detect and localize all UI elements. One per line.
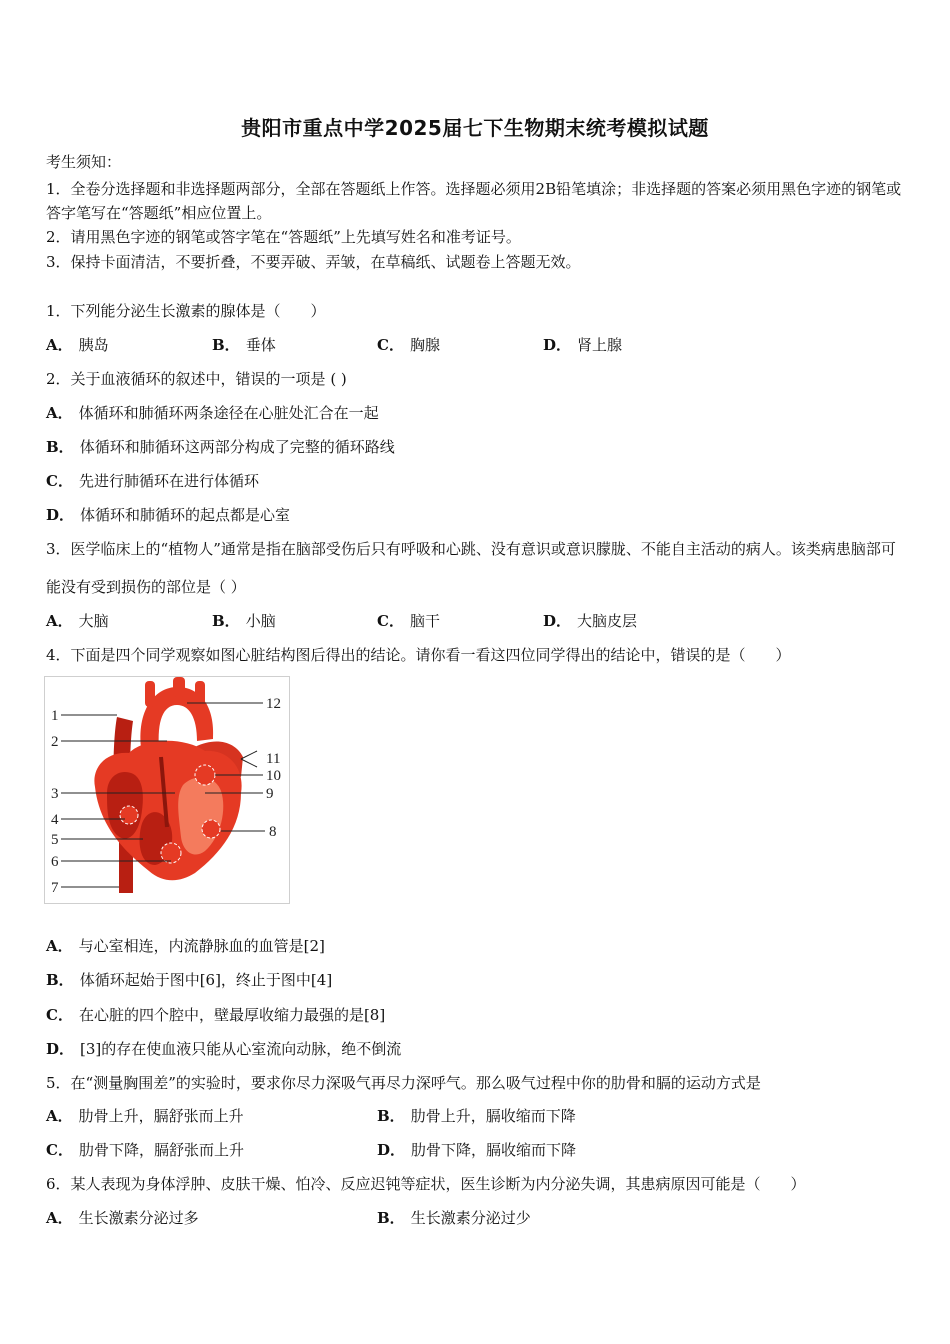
figure-label-2: 2 [51,734,59,750]
left-ventricle-marker-shape [202,820,220,838]
figure-label-11: 11 [266,751,281,767]
question-1-stem: 1．下列能分泌生长激素的腺体是（ ） [46,302,326,320]
notice-item-1: 1．全卷分选择题和非选择题两部分，全部在答题纸上作答。选择题必须用2B铅笔填涂；非选择题的答案必须用黑色字迹的钢笔或答字笔写在“答题纸”相应位置上。 [46,180,902,222]
question-3-option-d[interactable]: D． 大脑皮层 [543,612,638,630]
question-1-option-b[interactable]: B． 垂体 [212,336,276,354]
question-1-option-a[interactable]: A． 胰岛 [46,336,109,354]
figure-label-8: 8 [269,824,277,840]
question-5-option-a[interactable]: A． 肋骨上升，膈舒张而上升 [46,1107,244,1125]
question-5-option-b[interactable]: B． 肋骨上升，膈收缩而下降 [377,1107,576,1125]
question-2-option-b[interactable]: B． 体循环和肺循环这两部分构成了完整的循环路线 [46,438,395,456]
question-2-stem: 2．关于血液循环的叙述中，错误的一项是 ( ) [46,370,347,388]
page-title: 贵阳市重点中学2025届七下生物期末统考模拟试题 [241,116,709,140]
notice-item-3: 3．保持卡面清洁，不要折叠，不要弄破、弄皱，在草稿纸、试题卷上答题无效。 [46,253,581,271]
question-4-option-d[interactable]: D． [3]的存在使血液只能从心室流向动脉，绝不倒流 [46,1040,402,1058]
artery-branch-shape [195,681,205,705]
question-5-option-c[interactable]: C． 肋骨下降，膈舒张而上升 [46,1141,244,1159]
question-6-option-a[interactable]: A． 生长激素分泌过多 [46,1209,199,1227]
notice-item-2: 2．请用黑色字迹的钢笔或答字笔在“答题纸”上先填写姓名和准考证号。 [46,228,521,246]
figure-label-3: 3 [51,786,59,802]
question-3-option-c[interactable]: C． 脑干 [377,612,440,630]
right-ventricle-marker-shape [161,843,181,863]
figure-label-12: 12 [266,696,281,712]
question-5-option-d[interactable]: D． 肋骨下降，膈收缩而下降 [377,1141,577,1159]
figure-label-9: 9 [266,786,274,802]
question-4-option-c[interactable]: C． 在心脏的四个腔中，壁最厚收缩力最强的是[8] [46,1006,386,1024]
question-1-option-c[interactable]: C． 胸腺 [377,336,440,354]
figure-label-10: 10 [266,768,281,784]
figure-label-5: 5 [51,832,59,848]
question-3-option-a[interactable]: A． 大脑 [46,612,109,630]
question-4-option-b[interactable]: B． 体循环起始于图中[6]，终止于图中[4] [46,971,333,989]
question-4-stem: 4．下面是四个同学观察如图心脏结构图后得出的结论。请你看一看这四位同学得出的结论中，错误的是（ ） [46,646,791,664]
question-2-option-d[interactable]: D． 体循环和肺循环的起点都是心室 [46,506,291,524]
question-5-stem: 5．在“测量胸围差”的实验时，要求你尽力深吸气再尽力深呼气。那么吸气过程中你的肋骨和膈的运动方式是 [46,1074,761,1092]
figure-label-7: 7 [51,880,59,896]
question-2-option-c[interactable]: C． 先进行肺循环在进行体循环 [46,472,259,490]
question-3-stem: 3．医学临床上的“植物人”通常是指在脑部受伤后只有呼吸和心跳、没有意识或意识朦胧、不能自主活动的病人。该类病患脑部可能没有受到损伤的部位是（ ） [46,540,896,596]
left-atrium-valve-shape [195,765,215,785]
question-6-stem: 6．某人表现为身体浮肿、皮肤干燥、怕冷、反应迟钝等症状，医生诊断为内分泌失调，其患病原因可能是（ ） [46,1175,806,1193]
question-1-option-d[interactable]: D． 肾上腺 [543,336,623,354]
figure-label-4: 4 [51,812,59,828]
question-4-option-a[interactable]: A． 与心室相连，内流静脉血的血管是[2] [46,937,325,955]
figure-label-6: 6 [51,854,59,870]
notice-heading: 考生须知： [46,153,122,171]
question-6-option-b[interactable]: B． 生长激素分泌过少 [377,1209,531,1227]
figure-label-1: 1 [51,708,59,724]
question-3-option-b[interactable]: B． 小脑 [212,612,276,630]
artery-branch-shape [173,677,185,697]
right-atrium-marker-shape [120,806,138,824]
heart-diagram [44,676,290,904]
artery-branch-shape [145,681,155,707]
heart-illustration [45,677,289,903]
question-2-option-a[interactable]: A． 体循环和肺循环两条途径在心脏处汇合在一起 [46,404,379,422]
